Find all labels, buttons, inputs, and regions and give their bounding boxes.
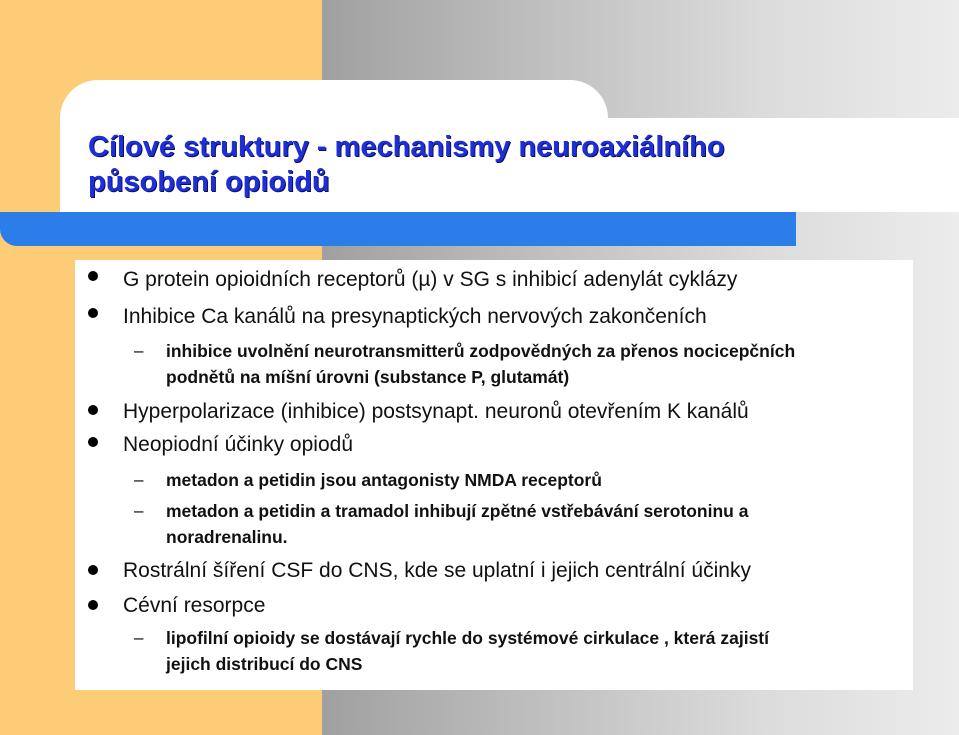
- bullet-icon: [88, 271, 98, 281]
- bullet-icon: [88, 405, 98, 415]
- slide-title-line-1: Cílové struktury - mechanismy neuroaxiálního: [88, 131, 725, 163]
- dash-icon: –: [134, 501, 144, 520]
- dash-icon: –: [134, 470, 144, 489]
- bullet-item: G protein opioidních receptorů (µ) v SG s inhibicí adenylát cyklázy: [123, 268, 738, 291]
- sub-bullet-line: lipofilní opioidy se dostávají rychle do systémové cirkulace , která zajistí: [166, 628, 769, 648]
- accent-bar: [0, 212, 796, 246]
- sub-bullet-line: metadon a petidin a tramadol inhibují zpětné vstřebávání serotoninu a: [166, 501, 749, 521]
- sub-bullet-line: podnětů na míšní úrovni (substance P, glutamát): [166, 367, 570, 387]
- bullet-item: Hyperpolarizace (inhibice) postsynapt. neuronů otevřením K kanálů: [123, 400, 749, 423]
- sub-bullet-line: inhibice uvolnění neurotransmitterů zodpovědných za přenos nocicepčních: [166, 341, 796, 361]
- sub-bullet-line: jejich distribucí do CNS: [166, 654, 363, 674]
- sub-bullet-item: metadon a petidin jsou antagonisty NMDA receptorů: [166, 470, 602, 490]
- dash-icon: –: [134, 628, 144, 647]
- bullet-icon: [88, 308, 98, 318]
- sub-bullet-item: [166, 338, 795, 390]
- bullet-icon: [88, 565, 98, 575]
- slide-title-line-2: působení opioidů: [88, 166, 330, 198]
- bullet-item: Rostrální šíření CSF do CNS, kde se uplatní i jejich centrální účinky: [123, 559, 751, 582]
- bullet-icon: [88, 600, 98, 610]
- sub-bullet-item: [166, 625, 769, 677]
- bullet-item: Inhibice Ca kanálů na presynaptických nervových zakončeních: [123, 305, 707, 328]
- bullet-item: Neopiodní účinky opiodů: [123, 433, 353, 456]
- bullet-icon: [88, 437, 98, 447]
- slide-title: [88, 130, 725, 200]
- dash-icon: –: [134, 341, 144, 360]
- bullet-item: Cévní resorpce: [123, 594, 266, 617]
- sub-bullet-item: [166, 498, 748, 550]
- sub-bullet-line: noradrenalinu.: [166, 527, 288, 547]
